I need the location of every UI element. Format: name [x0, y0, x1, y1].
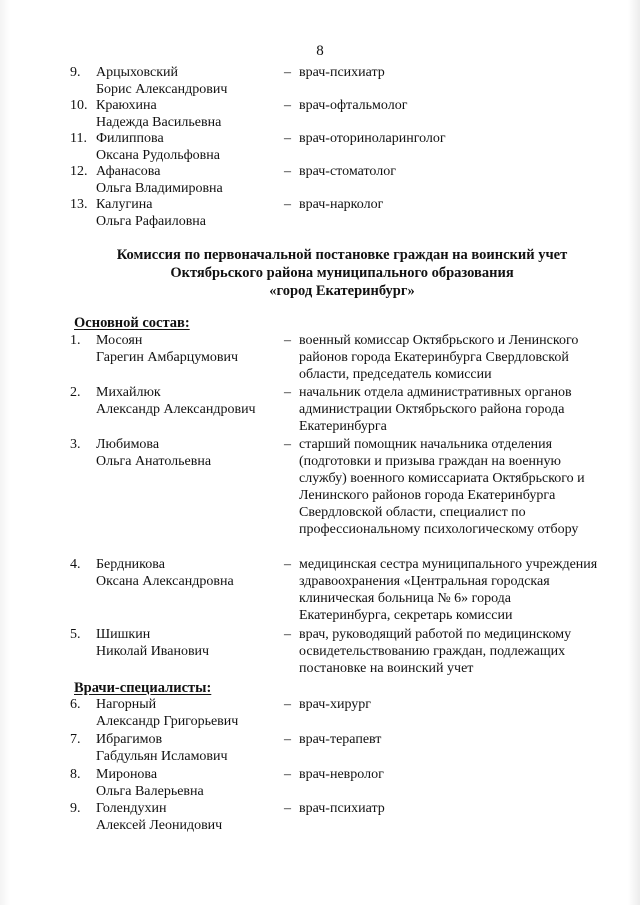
dash: –	[284, 164, 291, 179]
item-number: 1.	[70, 333, 81, 348]
last-name: Нагорный	[96, 697, 157, 712]
first-names: Ольга Владимировна	[96, 181, 223, 196]
role-text: медицинская сестра муниципального учреждения здравоохранения «Центральная городская клиническая больница № 6» города Екатеринбурга, секретарь комиссии	[299, 557, 598, 623]
item-number: 8.	[70, 767, 81, 782]
item-number: 3.	[70, 437, 81, 452]
person-name	[96, 800, 281, 834]
last-name: Бердникова	[96, 557, 165, 572]
section-title-main: Основной состав:	[74, 315, 190, 331]
last-name: Любимова	[96, 437, 160, 452]
first-names: Надежда Васильевна	[96, 115, 222, 130]
last-name: Афанасова	[96, 164, 161, 179]
person-name	[96, 163, 281, 197]
role-text: врач, руководящий работой по медицинскому освидетельствованию граждан, подлежащих постановке на воинский учет	[299, 627, 572, 676]
item-number: 6.	[70, 697, 81, 712]
dash: –	[284, 385, 291, 400]
item-number: 10.	[70, 98, 88, 113]
dash: –	[284, 627, 291, 642]
first-names: Алексей Леонидович	[96, 818, 223, 833]
last-name: Шишкин	[96, 627, 151, 642]
item-number: 13.	[70, 197, 88, 212]
person-name	[96, 766, 281, 800]
item-number: 5.	[70, 627, 81, 642]
role-text: врач-психиатр	[299, 65, 385, 80]
dash: –	[284, 197, 291, 212]
last-name: Миронова	[96, 767, 158, 782]
role-text: начальник отдела административных органов администрации Октябрьского района города Екатеринбурга	[299, 385, 572, 434]
person-name	[96, 731, 281, 765]
heading-line: Октябрьского района муниципального образования	[170, 265, 514, 281]
item-number: 9.	[70, 65, 81, 80]
role-text: врач-нарколог	[299, 197, 384, 212]
first-names: Николай Иванович	[96, 644, 210, 659]
person-name	[96, 130, 281, 164]
item-number: 4.	[70, 557, 81, 572]
person-name	[96, 556, 281, 590]
last-name: Филиппова	[96, 131, 164, 146]
dash: –	[284, 767, 291, 782]
last-name: Ибрагимов	[96, 732, 163, 747]
first-names: Александр Григорьевич	[96, 714, 239, 729]
heading-line: «город Екатеринбург»	[269, 283, 415, 299]
dash: –	[284, 333, 291, 348]
first-names: Александр Александрович	[96, 402, 256, 417]
item-number: 2.	[70, 385, 81, 400]
dash: –	[284, 437, 291, 452]
commission-heading	[74, 246, 610, 300]
role-text: врач-психиатр	[299, 801, 385, 816]
item-number: 9.	[70, 801, 81, 816]
dash: –	[284, 131, 291, 146]
dash: –	[284, 697, 291, 712]
last-name: Краюхина	[96, 98, 157, 113]
section-title-specialists: Врачи-специалисты:	[74, 680, 212, 696]
role-text: врач-офтальмолог	[299, 98, 408, 113]
last-name: Михайлюк	[96, 385, 161, 400]
dash: –	[284, 65, 291, 80]
role-text: врач-хирург	[299, 697, 372, 712]
person-name	[96, 97, 281, 131]
heading-line: Комиссия по первоначальной постановке граждан на воинский учет	[116, 247, 568, 263]
last-name: Арцыховский	[96, 65, 179, 80]
dash: –	[284, 98, 291, 113]
first-names: Оксана Рудольфовна	[96, 148, 220, 163]
dash: –	[284, 732, 291, 747]
first-names: Гарегин Амбарцумович	[96, 350, 239, 365]
role-text: военный комиссар Октябрьского и Ленинского районов города Екатеринбурга Свердловской области, председатель комиссии	[299, 333, 579, 382]
role-text: врач-оториноларинголог	[299, 131, 446, 146]
role-text: врач-невролог	[299, 767, 384, 782]
item-number: 11.	[70, 131, 87, 146]
person-name	[96, 436, 281, 470]
first-names: Борис Александрович	[96, 82, 228, 97]
person-name	[96, 196, 281, 230]
page-number: 8	[316, 43, 324, 59]
first-names: Ольга Анатольевна	[96, 454, 212, 469]
person-name	[96, 696, 281, 730]
dash: –	[284, 801, 291, 816]
first-names: Габдульян Исламович	[96, 749, 228, 764]
item-number: 7.	[70, 732, 81, 747]
last-name: Мосоян	[96, 333, 143, 348]
person-name	[96, 626, 281, 660]
first-names: Ольга Рафаиловна	[96, 214, 207, 229]
first-names: Оксана Александровна	[96, 574, 234, 589]
role-text: врач-терапевт	[299, 732, 382, 747]
role-text: старший помощник начальника отделения (подготовки и призыва граждан на военную службу) военного комиссариата Октябрьского и Ленинского районов города Екатеринбурга Свердловской области, специалист по профессиональному психологическому отбору	[299, 437, 585, 537]
first-names: Ольга Валерьевна	[96, 784, 204, 799]
role-text: врач-стоматолог	[299, 164, 396, 179]
person-name	[96, 384, 281, 418]
person-name	[96, 332, 281, 366]
person-name	[96, 64, 281, 98]
last-name: Калугина	[96, 197, 153, 212]
last-name: Голендухин	[96, 801, 167, 816]
dash: –	[284, 557, 291, 572]
item-number: 12.	[70, 164, 88, 179]
